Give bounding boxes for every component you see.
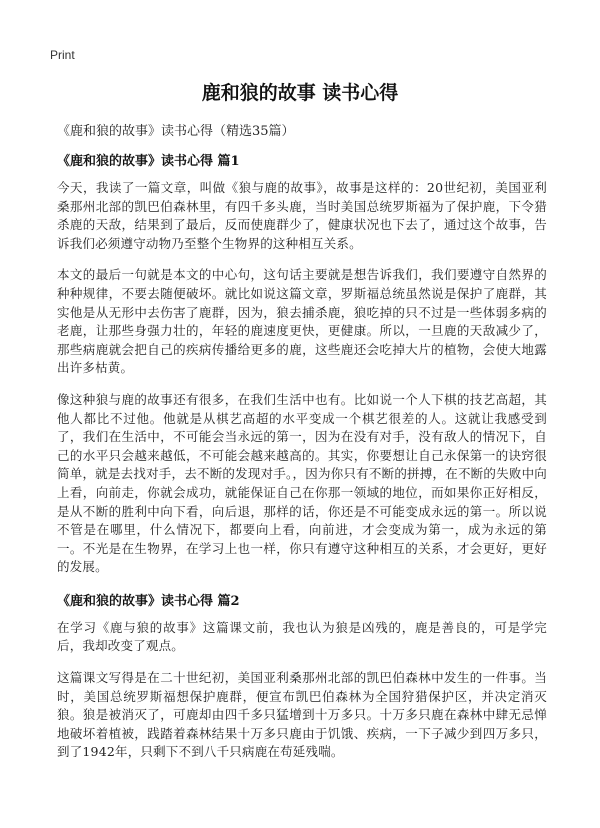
page-subtitle: 《鹿和狼的故事》读书心得（精选35篇） — [57, 124, 295, 139]
paragraph: 像这种狼与鹿的故事还有很多，在我们生活中也有。比如说一个人下棋的技艺高超，其他人都比不过他。他就是从棋艺高超的水平变成一个棋艺很差的人。这就让我感受到了，我们在生活中，不可能会当永远的第一，因为在没有对手，没有敌人的情况下，自己的水平只会越来越低，不可能会越来越高的。其实，你要想让自己永保第一的诀窍很简单，就是去找对手，去不断的发现对手。，因为你只有不断的拼搏，在不断的失败中向上看，向前走，你就会成功，就能保证自己在你那一领域的地位，而如果你正好相反，是从不断的胜利中向下看，向后退，那样的话，你还是不可能变成永远的第一。所以说不管是在哪里，什么情况下，都要向上看，向前进，才会变成为第一，成为永远的第一。不光是在生物界，在学习上也一样，你只有遵守这种相互的关系，才会更好，更好的发展。 — [57, 391, 547, 575]
paragraph: 这篇课文写得是在二十世纪初，美国亚利桑那州北部的凯巴伯森林中发生的一件事。当时，美国总统罗斯福想保护鹿群，便宣布凯巴伯森林为全国狩猎保护区，并决定消灭狼。狼是被消灭了，可鹿却由四千多只猛增到十万多只。十万多只鹿在森林中肆无忌惮地破坏着植被，践踏着森林结果十万多只鹿由于饥饿、疾病，一下子减少到四万多只，到了1942年，只剩下不到八千只病鹿在苟延残喘。 — [57, 670, 547, 760]
section-2 — [57, 590, 547, 762]
paragraph: 本文的最后一句就是本文的中心句，这句话主要就是想告诉我们，我们要遵守自然界的种种规律，不要去随便破坏。就比如说这篇文章，罗斯福总统虽然说是保护了鹿群，其实他是从无形中去伤害了鹿群，因为，狼去捕杀鹿，狼吃掉的只不过是一些体弱多病的老鹿，让那些身强力壮的，年轻的鹿速度更快，更健康。所以，一旦鹿的天敌减少了，那些病鹿就会把自己的疾病传播给更多的鹿，这些鹿还会吃掉大片的植物，会使大地露出许多枯黄。 — [57, 267, 547, 376]
section-heading: 《鹿和狼的故事》读书心得 篇2 — [57, 593, 240, 609]
section-heading: 《鹿和狼的故事》读书心得 篇1 — [57, 154, 240, 169]
print-link[interactable]: Print — [50, 48, 75, 62]
page-title: 鹿和狼的故事 读书心得 — [201, 82, 399, 104]
paragraph: 在学习《鹿与狼的故事》这篇课文前，我也认为狼是凶残的，鹿是善良的，可是学完后，我却改变了观点。 — [57, 619, 547, 654]
article-body — [57, 150, 547, 775]
section-1 — [57, 150, 547, 577]
paragraph: 今天，我读了一篇文章，叫做《狼与鹿的故事》，故事是这样的：20世纪初，美国亚利桑那州北部的凯巴伯森林里，有四千多头鹿，当时美国总统罗斯福为了保护鹿，下令猎杀鹿的天敌，结果到了最后，反而使鹿群少了，健康状况也下去了，通过这个故事，告诉我们必须遵守动物乃至整个生物界的这种相互关系。 — [57, 180, 547, 251]
